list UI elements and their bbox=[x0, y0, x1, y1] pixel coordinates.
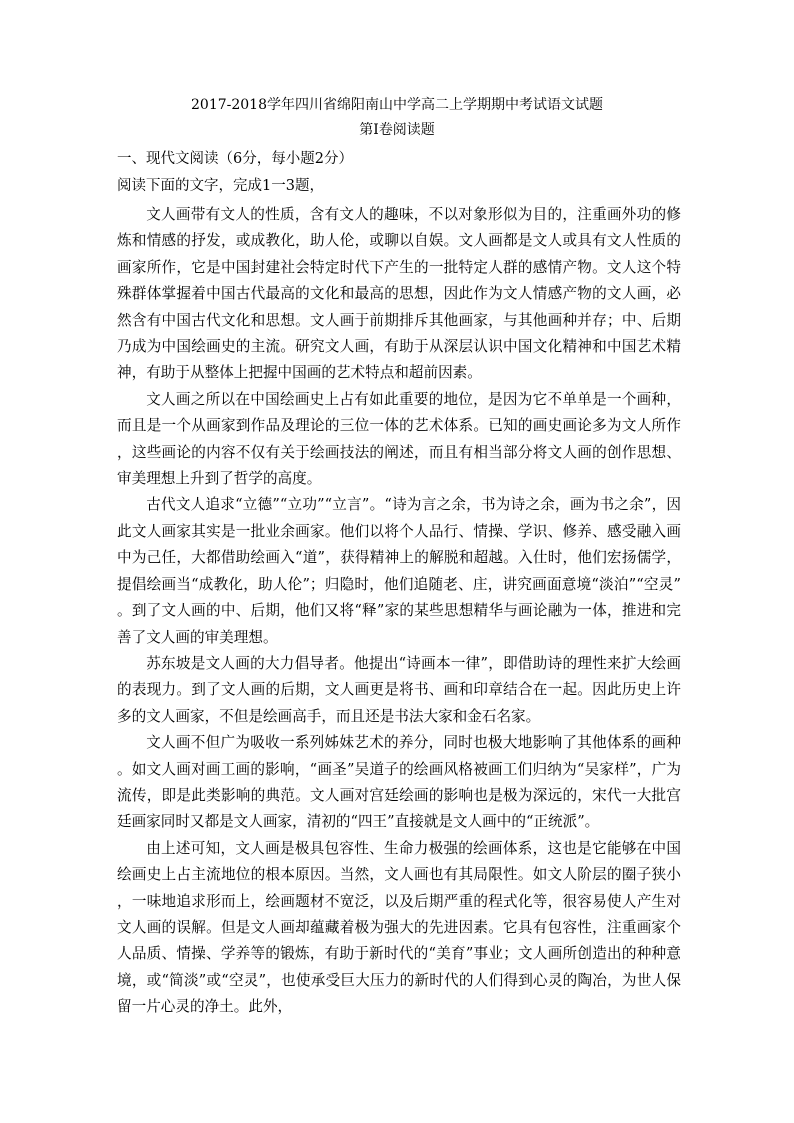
paragraph-4: 苏东坡是文人画的大力倡导者。他提出“诗画本一律”，即借助诗的理性来扩大绘画的表现力。到了文人画的后期，文人画更是将书、画和印章结合在一起。因此历史上许多的文人画家，不但是绘画高手，而且还是书法大家和金石名家。 bbox=[117, 654, 681, 725]
paragraph-2: 文人画之所以在中国绘画史上占有如此重要的地位，是因为它不单单是一个画种，而且是一个从画家到作品及理论的三位一体的艺术体系。已知的画史画论多为文人所作，这些画论的内容不仅有关于绘画技法的阐述，而且有相当部分将文人画的创作思想、审美理想上升到了哲学的高度。 bbox=[117, 390, 681, 488]
document-subtitle: 第Ⅰ卷阅读题 bbox=[359, 122, 435, 138]
paragraph-1: 文人画带有文人的性质，含有文人的趣味，不以对象形似为目的，注重画外功的修炼和情感的抒发，或成教化，助人伦，或聊以自娱。文人画都是文人或具有文人性质的画家所作，它是中国封建社会特定时代下产生的一批特定人群的感情产物。文人这个特殊群体掌握着中国古代最高的文化和最高的思想，因此作为文人情感产物的文人画，必然含有中国古代文化和思想。文人画于前期排斥其他画家，与其他画种并存；中、后期乃成为中国绘画史的主流。研究文人画，有助于从深层认识中国文化精神和中国艺术精神，有助于从整体上把握中国画的艺术特点和超前因素。 bbox=[117, 206, 681, 382]
reading-passage bbox=[117, 202, 681, 1021]
paragraph-6: 由上述可知，文人画是极具包容性、生命力极强的绘画体系，这也是它能够在中国绘画史上占主流地位的根本原因。当然，文人画也有其局限性。如文人阶层的圈子狭小，一味地追求形而上，绘画题材不宽泛，以及后期严重的程式化等，很容易使人产生对文人画的误解。但是文人画却蕴藏着极为强大的先进因素。它具有包容性，注重画家个人品质、情操、学养等的锻炼，有助于新时代的“美育”事业；文人画所创造出的种种意境，或“简淡”或“空灵”，也使承受巨大压力的新时代的人们得到心灵的陶冶，为世人保留一片心灵的净土。此外， bbox=[117, 839, 681, 1016]
paragraph-5: 文人画不但广为吸收一系列姊妹艺术的养分，同时也极大地影响了其他体系的画种。如文人画对画工画的影响，“画圣”吴道子的绘画风格被画工们归纳为“吴家样”，广为流传，即是此类影响的典范。文人画对宫廷绘画的影响也是极为深远的，宋代一大批宫廷画家同时又都是文人画家，清初的“四王”直接就是文人画中的“正统派”。 bbox=[117, 734, 681, 831]
document-title: 2017-2018学年四川省绵阳南山中学高二上学期期中考试语文试题 bbox=[191, 97, 603, 113]
section-heading: 一、现代文阅读（6分，每小题2分） bbox=[117, 151, 353, 167]
paragraph-3: 古代文人追求“立德”“立功”“立言”。“诗为言之余，书为诗之余，画为书之余”，因此文人画家其实是一批业余画家。他们以将个人品行、情操、学识、修养、感受融入画中为己任，大都借助绘画入“道”，获得精神上的解脱和超越。入仕时，他们宏扬儒学，提倡绘画当“成教化，助人伦”；归隐时，他们追随老、庄，讲究画面意境“淡泊”“空灵”。到了文人画的中、后期，他们又将“释”家的某些思想精华与画论融为一体，推进和完善了文人画的审美理想。 bbox=[117, 496, 681, 646]
reading-instruction: 阅读下面的文字，完成1一3题， bbox=[117, 178, 324, 194]
